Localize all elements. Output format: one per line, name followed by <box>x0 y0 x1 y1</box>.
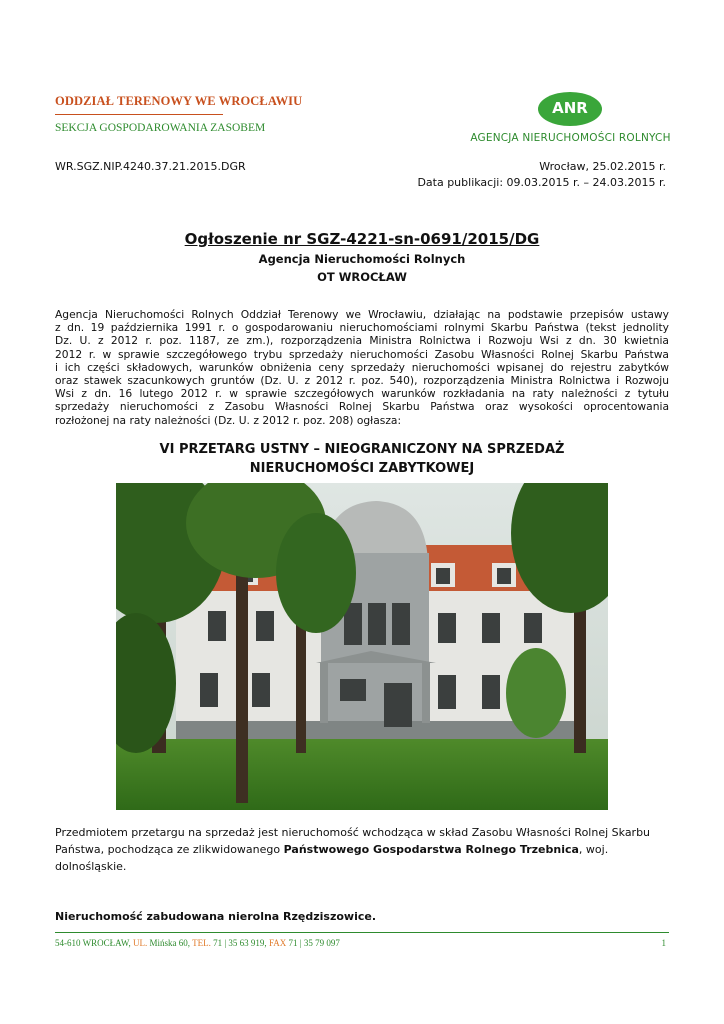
footer-fax: 71 | 35 79 097 <box>288 938 340 948</box>
intro-line: rozłożonej na raty należności (Dz. U. z 2012 r. poz. 208) ogłasza: <box>55 413 402 427</box>
intro-line: Dz. U. z 2012 r. poz. 1187, ze zm.), rozporządzenia Ministra Rolnictwa i Rozwoju Wsi z dn. 30 kwietnia <box>55 334 669 348</box>
reference-number: WR.SGZ.NIP.4240.37.21.2015.DGR <box>55 160 246 173</box>
property-type-note: Nieruchomość zabudowana nierolna Rzędziszowice. <box>55 910 377 923</box>
intro-line: z dn. 19 października 1991 r. o gospodarowaniu nieruchomościami rolnymi Skarbu Państwa (tekst jednolity <box>55 321 669 335</box>
intro-line: Wsi z dn. 16 lutego 2012 r. w sprawie szczegółowych warunków rozkładania na raty należności z tytułu <box>55 387 669 401</box>
intro-line: i ich części składowych, warunków obniżenia ceny sprzedaży nieruchomości wpisanej do rejestru zabytków <box>55 360 669 374</box>
footer-street: Mińska 60, <box>149 938 191 948</box>
announcement-title: Ogłoszenie nr SGZ-4221-sn-0691/2015/DG <box>184 230 540 248</box>
subject-text-1: Przedmiotem przetargu na sprzedaż jest nieruchomość wchodząca w skład Zasobu Własności Rolnej Skarbu Państwa, pochodząca ze zlikwidowanego <box>55 826 651 856</box>
auction-title-line-1: VI PRZETARG USTNY – NIEOGRANICZONY NA SPRZEDAŻ <box>159 442 565 457</box>
header-divider <box>55 114 223 115</box>
footer-contact <box>55 938 340 948</box>
footer-tel: 71 | 35 63 919, <box>213 938 267 948</box>
header-section-name: SEKCJA GOSPODAROWANIA ZASOBEM <box>55 122 266 134</box>
header-org-name: ODDZIAŁ TERENOWY WE WROCŁAWIU <box>55 94 303 108</box>
farm-name: Państwowego Gospodarstwa Rolnego Trzebnica <box>283 843 579 856</box>
logo-letters: ANR <box>552 99 588 117</box>
anr-logo <box>468 92 673 148</box>
intro-paragraph <box>55 308 669 427</box>
auction-title-line-2: NIERUCHOMOŚCI ZABYTKOWEJ <box>249 461 475 476</box>
branch-subtitle: OT WROCŁAW <box>317 270 407 284</box>
intro-line: 2012 r. w sprawie szczegółowego trybu sprzedaży nieruchomości Zasobu Własności Rolnej Skarbu Państwa <box>55 347 669 361</box>
footer-address: 54-610 WROCŁAW, <box>55 938 131 948</box>
document-date: Wrocław, 25.02.2015 r. <box>539 160 666 173</box>
footer-street-label: UL. <box>133 938 148 948</box>
subject-text-2: , woj. dolnośląskie. <box>55 843 609 873</box>
intro-line: sprzedaży nieruchomości z Zasobu Własności Rolnej Skarbu Państwa oraz wysokości oprocentowania <box>55 400 669 414</box>
footer-fax-label: FAX <box>268 938 287 948</box>
footer-tel-label: TEL. <box>192 938 211 948</box>
agency-subtitle: Agencja Nieruchomości Rolnych <box>258 252 466 266</box>
publication-dates: Data publikacji: 09.03.2015 r. – 24.03.2015 r. <box>417 176 666 189</box>
page-number: 1 <box>661 938 666 948</box>
footer-divider <box>55 932 669 933</box>
intro-line: oraz stawek szacunkowych gruntów (Dz. U. z 2012 r. poz. 540), rozporządzenia Ministra Rolnictwa i Rozwoju <box>55 373 669 387</box>
property-photo <box>116 483 608 810</box>
auction-title <box>0 440 724 478</box>
intro-line: Agencja Nieruchomości Rolnych Oddział Terenowy we Wrocławiu, działając na podstawie przepisów ustawy <box>55 308 669 321</box>
subject-paragraph <box>55 824 669 875</box>
logo-agency-name: AGENCJA NIERUCHOMOŚCI ROLNYCH <box>470 132 671 144</box>
